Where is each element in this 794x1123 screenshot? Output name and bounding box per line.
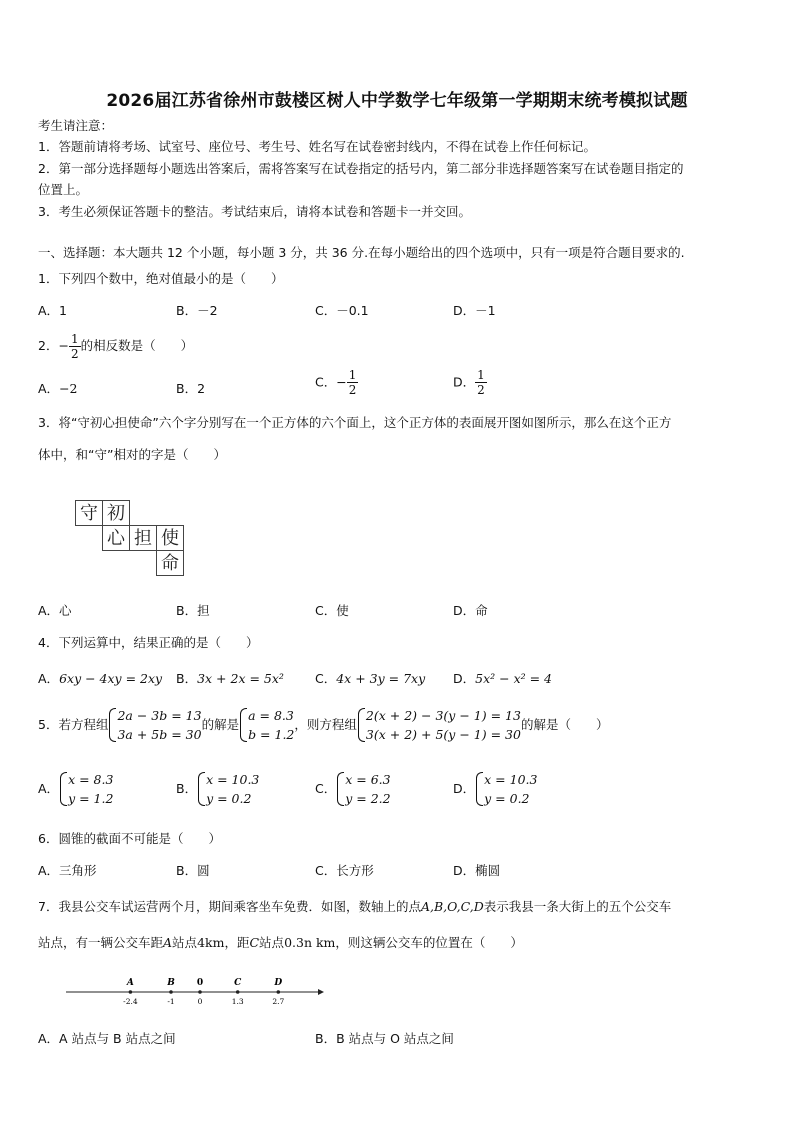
q7-l1-points: A,B,O,C,D — [420, 899, 484, 914]
q2-minus: − — [58, 338, 69, 353]
q2-stem — [38, 332, 193, 361]
q3-option-d: D．命 — [453, 603, 488, 618]
q6-option-d: D．椭圆 — [453, 863, 501, 878]
q1-option-a: A．1 — [38, 303, 68, 318]
q7-l2-mid1: 站点 — [172, 935, 198, 950]
q3-option-b: B．担 — [176, 603, 210, 618]
q5-a-y: y = 1.2 — [68, 791, 114, 806]
q6-option-a: A．三角形 — [38, 863, 97, 878]
q7-l1-pre: 7．我县公交车试运营两个月，期间乘客坐车免费．如图，数轴上的点 — [38, 899, 421, 914]
number-line-label-B: B — [167, 978, 175, 988]
q5-option-b — [176, 770, 259, 808]
notice-item-1: 1．答题前请将考场、试室号、座位号、考生号、姓名写在试卷密封线内，不得在试卷上作任何标记。 — [38, 139, 596, 154]
cube-face-ming: 命 — [156, 550, 184, 576]
q5-c-label: C． — [315, 781, 337, 796]
q4-b-label: B． — [176, 671, 198, 686]
cube-face-xin: 心 — [102, 525, 130, 551]
q2-option-c — [315, 368, 358, 397]
q4-b-expr: 3x + 2x = 5x² — [197, 671, 284, 686]
q3-stem-line1: 3．将“守初心担使命”六个字分别写在一个正方体的六个面上，这个正方体的表面展开图如图所示，那么在这个正方 — [38, 415, 672, 430]
q7-l2-mid2: ，距 — [224, 935, 250, 950]
q5-sys1-eq1: 2a − 3b = 13 — [117, 708, 202, 723]
q2-c-minus: − — [336, 374, 347, 390]
q1-stem: 1．下列四个数中，绝对值最小的是（ ） — [38, 271, 284, 286]
q2-c-fraction — [347, 368, 359, 397]
q5-d-x: x = 10.3 — [484, 772, 538, 787]
q2-frac-num: 1 — [70, 332, 79, 346]
q5-a-label: A． — [38, 781, 60, 796]
q5-sol1-b: b = 1.2 — [248, 727, 295, 742]
q2-fraction — [69, 332, 81, 361]
q4-option-b — [176, 670, 284, 688]
cube-face-shi: 使 — [156, 525, 184, 551]
number-line-label-D: D — [274, 978, 283, 988]
q2-d-num: 1 — [477, 368, 485, 382]
number-line-point-D — [277, 990, 281, 994]
q6-option-b: B．圆 — [176, 863, 210, 878]
number-line-value-0: 0 — [197, 997, 203, 1006]
cube-face-chu: 初 — [102, 500, 130, 526]
q4-a-expr: 6xy − 4xy = 2xy — [59, 671, 163, 686]
q5-sol1-a: a = 8.3 — [248, 708, 294, 723]
q2-option-b — [176, 380, 205, 398]
q4-c-expr: 4x + 3y = 7xy — [336, 671, 426, 686]
q7-l1-post: 表示我县一条大街上的五个公交车 — [483, 899, 672, 914]
q7-l2-A: A — [163, 935, 173, 950]
q5-sys2-eq1: 2(x + 2) − 3(y − 1) = 13 — [365, 708, 521, 723]
q3-option-c: C．使 — [315, 603, 349, 618]
q5-system-1 — [108, 706, 201, 744]
q3-stem-line2: 体中，和“守”相对的字是（ ） — [38, 447, 226, 462]
q5-b-y: y = 0.2 — [206, 791, 252, 806]
q2-c-label: C． — [315, 374, 337, 390]
cube-face-dan: 担 — [129, 525, 157, 551]
q5-sys2-eq2: 3(x + 2) + 5(y − 1) = 30 — [365, 727, 521, 742]
q7-option-b: B．B 站点与 O 站点之间 — [315, 1031, 454, 1046]
q7-l2-4km: 4km — [197, 935, 225, 950]
section-heading: 一、选择题：本大题共 12 个小题，每小题 3 分，共 36 分.在每小题给出的四个选项中，只有一项是符合题目要求的. — [38, 245, 685, 260]
q5-d-system — [475, 770, 537, 808]
notice-item-2: 2．第一部分选择题每小题选出答案后，需将答案写在试卷指定的括号内，第二部分非选择题答案写在试卷题目指定的 — [38, 161, 684, 176]
q4-option-a — [38, 670, 162, 688]
number-line-arrow — [318, 989, 324, 995]
q2-a-label: A． — [38, 381, 60, 396]
q5-c-y: y = 2.2 — [345, 791, 391, 806]
q4-option-d — [453, 670, 552, 688]
q4-stem: 4．下列运算中，结果正确的是（ ） — [38, 635, 259, 650]
q1-option-b: B．－2 — [176, 303, 218, 318]
q5-mid2: ，则方程组 — [294, 717, 357, 732]
number-line-value-C: 1.3 — [231, 997, 244, 1006]
q6-option-c: C．长方形 — [315, 863, 374, 878]
number-line-point-0 — [198, 990, 202, 994]
number-line-label-A: A — [126, 978, 134, 988]
notice-item-3: 3．考生必须保证答题卡的整洁。考试结束后，请将本试卷和答题卡一并交回。 — [38, 204, 471, 219]
q5-option-a — [38, 770, 113, 808]
q2-option-a — [38, 380, 78, 398]
q5-b-x: x = 10.3 — [206, 772, 260, 787]
q7-stem-line1 — [38, 898, 671, 916]
number-line-figure — [60, 972, 330, 1012]
q4-d-expr: 5x² − x² = 4 — [475, 671, 553, 686]
q5-system-2 — [357, 706, 521, 744]
q5-d-y: y = 0.2 — [484, 791, 530, 806]
q7-l2-03km: 0.3n km — [284, 935, 336, 950]
q6-stem: 6．圆锥的截面不可能是（ ） — [38, 831, 221, 846]
q5-a-x: x = 8.3 — [68, 772, 114, 787]
number-line-value-B: -1 — [167, 997, 175, 1006]
q1-option-c: C．－0.1 — [315, 303, 369, 318]
q7-l2-C: C — [249, 935, 260, 950]
q7-l2-pre: 站点，有一辆公交车距 — [38, 935, 164, 950]
q5-mid: 的解是 — [201, 717, 240, 732]
q5-solution-1 — [239, 706, 294, 744]
q4-d-label: D． — [453, 671, 476, 686]
number-line-point-A — [129, 990, 133, 994]
q3-option-a: A．心 — [38, 603, 72, 618]
q1-option-d: D．－1 — [453, 303, 496, 318]
cube-face-shou: 守 — [75, 500, 103, 526]
q2-c-den: 2 — [348, 383, 357, 397]
q2-number: 2． — [38, 338, 59, 353]
q2-d-den: 2 — [477, 383, 485, 397]
q2-d-fraction — [475, 368, 487, 397]
notice-item-2-cont: 位置上。 — [38, 182, 89, 197]
number-line-point-C — [236, 990, 240, 994]
q2-frac-den: 2 — [70, 347, 79, 361]
q5-option-c — [315, 770, 391, 808]
q7-option-a: A．A 站点与 B 站点之间 — [38, 1031, 176, 1046]
q2-b-value: 2 — [197, 381, 206, 396]
number-line-point-B — [169, 990, 173, 994]
q5-a-system — [59, 770, 113, 808]
q5-c-x: x = 6.3 — [345, 772, 391, 787]
q2-option-d — [453, 368, 487, 397]
q7-l2-post: ，则这辆公交车的位置在（ ） — [335, 935, 523, 950]
q5-post: 的解是（ ） — [520, 717, 609, 732]
q4-c-label: C． — [315, 671, 337, 686]
q5-c-system — [336, 770, 390, 808]
number-line-value-A: -2.4 — [123, 997, 138, 1006]
q5-sys1-eq2: 3a + 5b = 30 — [117, 727, 202, 742]
q4-a-label: A． — [38, 671, 60, 686]
q5-b-label: B． — [176, 781, 198, 796]
q5-stem — [38, 706, 608, 744]
page-title: 2026届江苏省徐州市鼓楼区树人中学数学七年级第一学期期末统考模拟试题 — [106, 91, 688, 111]
number-line-value-D: 2.7 — [272, 997, 285, 1006]
q5-option-d — [453, 770, 537, 808]
q2-d-label: D． — [453, 374, 476, 390]
q5-d-label: D． — [453, 781, 476, 796]
notice-heading: 考生请注意： — [38, 118, 114, 133]
q7-stem-line2 — [38, 934, 523, 952]
q4-option-c — [315, 670, 425, 688]
q5-b-system — [197, 770, 259, 808]
q7-l2-mid3: 站点 — [259, 935, 285, 950]
q2-c-num: 1 — [348, 368, 357, 382]
q2-b-label: B． — [176, 381, 198, 396]
number-line-label-0: 0 — [196, 978, 204, 988]
q2-a-value: −2 — [59, 381, 78, 396]
q2-stem-tail: 的相反数是（ ） — [80, 338, 194, 353]
number-line-label-C: C — [234, 978, 242, 988]
q5-pre: 5．若方程组 — [38, 717, 109, 732]
